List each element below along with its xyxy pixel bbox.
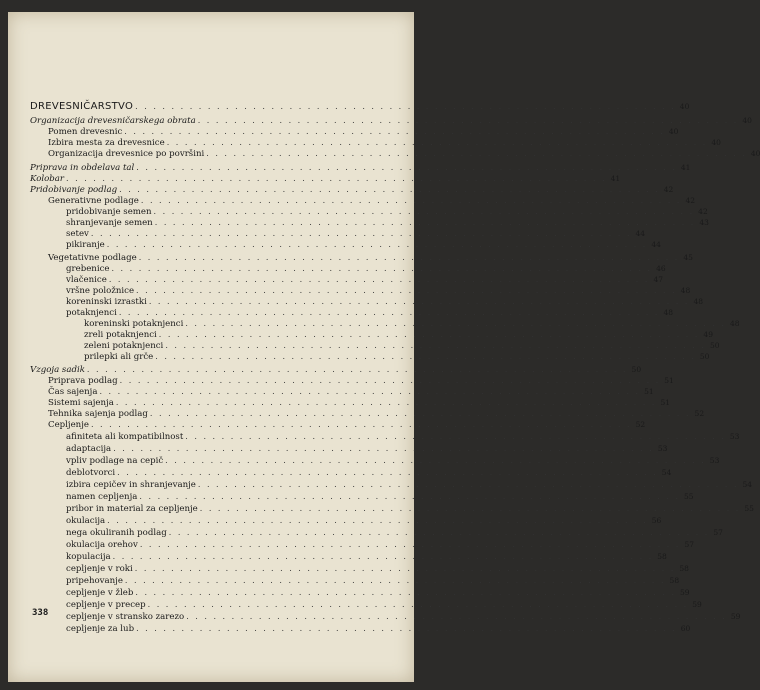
dot-leader: . . . . . . . . . . . . . . . . . . . . . . . . . . . . . . . . . . . . . . . . . . . . . . . . . . . . . . . . . . . . [106, 240, 648, 249]
toc-entry-title: Vzgoja sadik [30, 365, 85, 375]
dot-leader: . . . . . . . . . . . . . . . . . . . . . . . . . . . . . . . . . . . . . . . . . . . . . . . . . . . . . . . . . . . . [138, 253, 680, 262]
dot-leader: . . . . . . . . . . . . . . . . . . . . . . . . . . . . . . . . . . . . . . . . . . . . . . . . . . . . . . . . . . . . [168, 528, 710, 537]
toc-entry-page: 42 [685, 196, 696, 205]
toc-entry [66, 431, 740, 443]
toc-entry-title: okulacija orehov [66, 540, 138, 550]
toc-entry-page: 51 [660, 398, 670, 407]
toc-entry-page: 49 [703, 330, 713, 339]
toc-entry-title: kopulacija [66, 552, 111, 562]
toc-entry [66, 467, 672, 479]
toc-entry-page: 52 [694, 409, 705, 418]
dot-leader: . . . . . . . . . . . . . . . . . . . . . . . . . . . . . . . . . . . . . . . . . . . . . . . . . . . . . . . . . . . . [185, 319, 726, 328]
dot-leader: . . . . . . . . . . . . . . . . . . . . . . . . . . . . . . . . . . . . . . . . . . . . . . . . . . . . . . . . . . . . [154, 218, 696, 227]
toc-entry-page: 47 [653, 275, 663, 284]
toc-entry-title: pikiranje [66, 240, 105, 250]
toc-entry-title: cepljenje v roki [66, 564, 133, 574]
dot-leader: . . . . . . . . . . . . . . . . . . . . . . . . . . . . . . . . . . . . . . . . . . . . . . . . . . . . . . . . . . . . [117, 468, 658, 477]
toc-entry-page: 59 [692, 600, 702, 609]
toc-entry-title: okulacija [66, 516, 106, 526]
toc-entry-page: 40 [742, 116, 752, 125]
toc-entry-page: 44 [651, 240, 661, 249]
toc-entry-title: pribor in material za cepljenje [66, 504, 198, 514]
toc-entry-page: 43 [699, 218, 709, 227]
toc-entry-page: 57 [684, 540, 694, 549]
toc-entry [48, 148, 760, 160]
toc-entry [66, 551, 667, 563]
toc-entry-page: 44 [635, 229, 646, 238]
dot-leader: . . . . . . . . . . . . . . . . . . . . . . . . . . . . . . . . . . . . . . . . . . . . . . . . . . . . . . . . . . . . [111, 264, 653, 273]
dot-leader: . . . . . . . . . . . . . . . . . . . . . . . . . . . . . . . . . . . . . . . . . . . . . . . . . . . . . . . . . . . . [115, 398, 657, 407]
toc-entry [66, 575, 680, 587]
toc-entry-title: grebenice [66, 264, 110, 274]
toc-entry [84, 351, 710, 363]
toc-entry-title: Priprava in obdelava tal [30, 163, 135, 173]
toc-entry-page: 56 [651, 516, 662, 525]
toc-entry-title: setev [66, 229, 89, 239]
toc-entry-title: koreninski potaknjenci [84, 319, 184, 329]
toc-entry-page: 52 [635, 420, 646, 429]
toc-entry [66, 239, 661, 251]
toc-entry-page: 40 [711, 138, 721, 147]
dot-leader: . . . . . . . . . . . . . . . . . . . . . . . . . . . . . . . . . . . . . . . . . . . . . . . . . . . . . . . . . . . . [113, 444, 654, 453]
toc-entry-page: 53 [657, 444, 668, 453]
dot-leader: . . . . . . . . . . . . . . . . . . . . . . . . . . . . . . . . . . . . . . . . . . . . . . . . . . . . . . . . . . . . [139, 492, 681, 501]
toc-entry-title: vpliv podlage na cepič [66, 456, 164, 466]
dot-leader: . . . . . . . . . . . . . . . . . . . . . . . . . . . . . . . . . . . . . . . . . . . . . . . . . . . . . . . . . . . . [90, 420, 632, 429]
dot-leader: . . . . . . . . . . . . . . . . . . . . . . . . . . . . . . . . . . . . . . . . . . . . . . . . . . . . . . . . . . . . [149, 409, 691, 418]
toc-entry-title: prilepki ali grče [84, 352, 154, 362]
toc-entry-title: Izbira mesta za drevesnice [48, 138, 165, 148]
toc-entry-title: Vegetativne podlage [48, 253, 137, 263]
toc-entry-title: pripehovanje [66, 576, 123, 586]
dot-leader: . . . . . . . . . . . . . . . . . . . . . . . . . . . . . . . . . . . . . . . . . . . . . . . . . . . . . . . . . . . . [107, 516, 648, 525]
toc-entry-title: pridobivanje semen [66, 207, 152, 217]
toc-entry-page: 50 [631, 365, 642, 374]
toc-entry-page: 40 [668, 127, 679, 136]
toc-entry-title: koreninski izrastki [66, 297, 147, 307]
toc-entry-page: 53 [729, 432, 740, 441]
dot-leader: . . . . . . . . . . . . . . . . . . . . . . . . . . . . . . . . . . . . . . . . . . . . . . . . . . . . . . . . . . . . [136, 286, 677, 295]
toc-entry [66, 623, 691, 635]
toc-entry-page: 41 [610, 174, 621, 183]
toc-entry-page: 57 [713, 528, 723, 537]
dot-leader: . . . . . . . . . . . . . . . . . . . . . . . . . . . . . . . . . . . . . . . . . . . . . . . . . . . . . . . . . . . . [119, 185, 660, 194]
toc-entry-title: Sistemi sajenja [48, 398, 114, 408]
toc-entry [66, 611, 741, 623]
dot-leader: . . . . . . . . . . . . . . . . . . . . . . . . . . . . . . . . . . . . . . . . . . . . . . . . . . . . . . . . . . . . [135, 588, 676, 597]
toc-entry-page: 50 [709, 341, 720, 350]
toc-entry-page: 58 [657, 552, 667, 561]
dot-leader: . . . . . . . . . . . . . . . . . . . . . . . . . . . . . . . . . . . . . . . . . . . . . . . . . . . . . . . . . . . . [199, 504, 741, 513]
dot-leader: . . . . . . . . . . . . . . . . . . . . . . . . . . . . . . . . . . . . . . . . . . . . . . . . . . . . . . . . . . . . [148, 297, 690, 306]
dot-leader: . . . . . . . . . . . . . . . . . . . . . . . . . . . . . . . . . . . . . . . . . . . . . . . . . . . . . . . . . . . . [155, 352, 696, 361]
dot-leader: . . . . . . . . . . . . . . . . . . . . . . . . . . . . . . . . . . . . . . . . . . . . . . . . . . . . . . . . . . . . [136, 624, 677, 633]
dot-leader: . . . . . . . . . . . . . . . . . . . . . . . . . . . . . . . . . . . . . . . . . . . . . . . . . . . . . . . . . . . . [135, 102, 676, 111]
toc-entry-page: 55 [684, 492, 694, 501]
dot-leader: . . . . . . . . . . . . . . . . . . . . . . . . . . . . . . . . . . . . . . . . . . . . . . . . . . . . . . . . . . . . [108, 275, 650, 284]
toc-entry-title: Generativne podlage [48, 196, 139, 206]
toc-entry-title: adaptacija [66, 444, 112, 454]
toc-entry-title: cepljenje v precep [66, 600, 146, 610]
toc-entry [48, 419, 646, 431]
toc-entry-page: 46 [656, 264, 666, 273]
toc-entry-title: izbira cepičev in shranjevanje [66, 480, 196, 490]
toc-entry-page: 54 [661, 468, 672, 477]
dot-leader: . . . . . . . . . . . . . . . . . . . . . . . . . . . . . . . . . . . . . . . . . . . . . . . . . . . . . . . . . . . . [140, 196, 682, 205]
dot-leader: . . . . . . . . . . . . . . . . . . . . . . . . . . . . . . . . . . . . . . . . . . . . . . . . . . . . . . . . . . . . [119, 376, 661, 385]
toc-entry-page: 48 [693, 297, 703, 306]
dot-leader: . . . . . . . . . . . . . . . . . . . . . . . . . . . . . . . . . . . . . . . . . . . . . . . . . . . . . . . . . . . . [124, 127, 665, 136]
toc-entry-page: 53 [709, 456, 720, 465]
toc-entry-page: 51 [664, 376, 674, 385]
toc-entry-page: 45 [683, 253, 693, 262]
toc-entry-title: vlačenice [66, 275, 107, 285]
toc-entry-title: cepljenje za lub [66, 624, 135, 634]
toc-entry-page: 40 [679, 102, 690, 111]
dot-leader: . . . . . . . . . . . . . . . . . . . . . . . . . . . . . . . . . . . . . . . . . . . . . . . . . . . . . . . . . . . . [134, 564, 676, 573]
toc-entry [66, 491, 694, 503]
dot-leader: . . . . . . . . . . . . . . . . . . . . . . . . . . . . . . . . . . . . . . . . . . . . . . . . . . . . . . . . . . . . [147, 600, 689, 609]
dot-leader: . . . . . . . . . . . . . . . . . . . . . . . . . . . . . . . . . . . . . . . . . . . . . . . . . . . . . . . . . . . . [166, 138, 708, 147]
dot-leader: . . . . . . . . . . . . . . . . . . . . . . . . . . . . . . . . . . . . . . . . . . . . . . . . . . . . . . . . . . . . [186, 612, 727, 621]
toc-entry-page: 55 [744, 504, 754, 513]
toc-entry-title: namen cepljenja [66, 492, 138, 502]
dot-leader: . . . . . . . . . . . . . . . . . . . . . . . . . . . . . . . . . . . . . . . . . . . . . . . . . . . . . . . . . . . . [136, 163, 677, 172]
toc-entry-page: 58 [679, 564, 689, 573]
dot-leader: . . . . . . . . . . . . . . . . . . . . . . . . . . . . . . . . . . . . . . . . . . . . . . . . . . . . . . . . . . . . [86, 365, 628, 374]
toc-entry-page: 40 [750, 149, 760, 158]
dot-leader: . . . . . . . . . . . . . . . . . . . . . . . . . . . . . . . . . . . . . . . . . . . . . . . . . . . . . . . . . . . . [206, 149, 747, 158]
toc-entry-title: cepljenje v stransko zarezo [66, 612, 185, 622]
toc-entry [66, 479, 753, 491]
toc-entry-title: afiniteta ali kompatibilnost [66, 432, 184, 442]
toc-entry-page: 60 [680, 624, 691, 633]
toc-entry-page: 54 [742, 480, 753, 489]
dot-leader: . . . . . . . . . . . . . . . . . . . . . . . . . . . . . . . . . . . . . . . . . . . . . . . . . . . . . . . . . . . . [99, 387, 641, 396]
toc-entry-title: Čas sajenja [48, 387, 98, 397]
dot-leader: . . . . . . . . . . . . . . . . . . . . . . . . . . . . . . . . . . . . . . . . . . . . . . . . . . . . . . . . . . . . [153, 207, 695, 216]
dot-leader: . . . . . . . . . . . . . . . . . . . . . . . . . . . . . . . . . . . . . . . . . . . . . . . . . . . . . . . . . . . . [197, 480, 739, 489]
toc-entry [66, 539, 694, 551]
toc-entry-page: 48 [680, 286, 691, 295]
dot-leader: . . . . . . . . . . . . . . . . . . . . . . . . . . . . . . . . . . . . . . . . . . . . . . . . . . . . . . . . . . . . [158, 330, 700, 339]
toc-entry-title: Priprava podlag [48, 376, 118, 386]
table-of-contents [8, 12, 760, 682]
toc-entry-title: potaknjenci [66, 308, 117, 318]
toc-entry-page: 48 [663, 308, 674, 317]
dot-leader: . . . . . . . . . . . . . . . . . . . . . . . . . . . . . . . . . . . . . . . . . . . . . . . . . . . . . . . . . . . . [185, 432, 726, 441]
page-number: 338 [32, 608, 49, 618]
toc-entry [66, 503, 754, 515]
toc-entry-title: Pomen drevesnic [48, 127, 123, 137]
dot-leader: . . . . . . . . . . . . . . . . . . . . . . . . . . . . . . . . . . . . . . . . . . . . . . . . . . . . . . . . . . . . [112, 552, 654, 561]
toc-entry-page: 58 [669, 576, 680, 585]
toc-entry-title: Kolobar [30, 174, 65, 184]
toc-entry [66, 587, 690, 599]
toc-entry-title: zreli potaknjenci [84, 330, 157, 340]
toc-entry-title: Organizacija drevesničarskega obrata [30, 116, 196, 126]
dot-leader: . . . . . . . . . . . . . . . . . . . . . . . . . . . . . . . . . . . . . . . . . . . . . . . . . . . . . . . . . . . . [118, 308, 660, 317]
toc-entry [66, 455, 720, 467]
dot-leader: . . . . . . . . . . . . . . . . . . . . . . . . . . . . . . . . . . . . . . . . . . . . . . . . . . . . . . . . . . . . [66, 174, 607, 183]
toc-entry-title: Tehnika sajenja podlag [48, 409, 148, 419]
toc-entry-title: Cepljenje [48, 420, 89, 430]
dot-leader: . . . . . . . . . . . . . . . . . . . . . . . . . . . . . . . . . . . . . . . . . . . . . . . . . . . . . . . . . . . . [124, 576, 666, 585]
toc-entry-page: 51 [644, 387, 654, 396]
toc-entry-title: vršne položnice [66, 286, 135, 296]
dot-leader: . . . . . . . . . . . . . . . . . . . . . . . . . . . . . . . . . . . . . . . . . . . . . . . . . . . . . . . . . . . . [197, 116, 739, 125]
toc-entry [66, 515, 662, 527]
dot-leader: . . . . . . . . . . . . . . . . . . . . . . . . . . . . . . . . . . . . . . . . . . . . . . . . . . . . . . . . . . . . [165, 341, 706, 350]
toc-entry-page: 59 [730, 612, 741, 621]
toc-entry [30, 101, 690, 112]
toc-entry [66, 443, 668, 455]
toc-entry-title: deblotvorci [66, 468, 116, 478]
toc-entry-page: 41 [680, 163, 691, 172]
toc-entry-title: Organizacija drevesnice po površini [48, 149, 205, 159]
toc-entry-page: 50 [699, 352, 710, 361]
dot-leader: . . . . . . . . . . . . . . . . . . . . . . . . . . . . . . . . . . . . . . . . . . . . . . . . . . . . . . . . . . . . [165, 456, 706, 465]
toc-entry-page: 48 [729, 319, 740, 328]
toc-entry-title: DREVESNIČARSTVO [30, 101, 134, 112]
toc-entry-title: cepljenje v žleb [66, 588, 134, 598]
toc-entry-title: nega okuliranih podlag [66, 528, 167, 538]
toc-entry [66, 599, 702, 611]
dot-leader: . . . . . . . . . . . . . . . . . . . . . . . . . . . . . . . . . . . . . . . . . . . . . . . . . . . . . . . . . . . . [139, 540, 681, 549]
toc-entry [66, 563, 689, 575]
toc-entry-title: shranjevanje semen [66, 218, 153, 228]
toc-entry-page: 42 [663, 185, 674, 194]
toc-entry-title: zeleni potaknjenci [84, 341, 164, 351]
toc-entry-page: 42 [698, 207, 708, 216]
toc-entry [66, 527, 723, 539]
toc-entry-title: Pridobivanje podlag [30, 185, 118, 195]
book-page [8, 12, 760, 682]
toc-entry-page: 59 [680, 588, 690, 597]
dot-leader: . . . . . . . . . . . . . . . . . . . . . . . . . . . . . . . . . . . . . . . . . . . . . . . . . . . . . . . . . . . . [90, 229, 632, 238]
